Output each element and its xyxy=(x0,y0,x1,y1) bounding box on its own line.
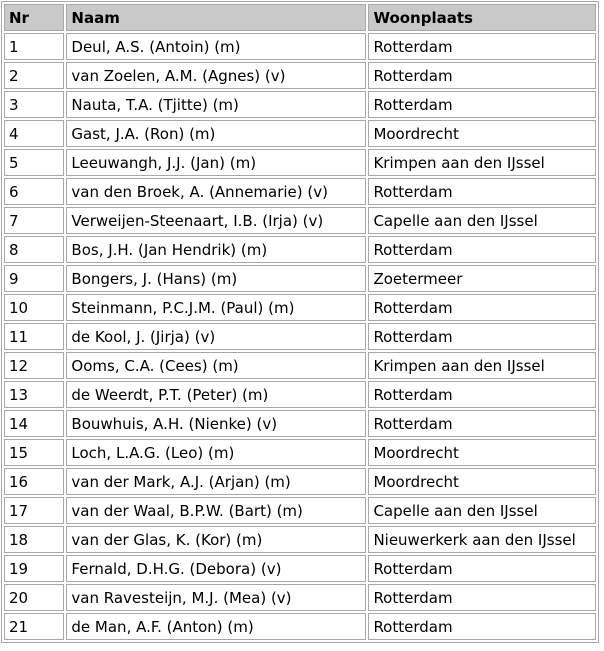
table-row xyxy=(4,62,596,89)
cell-woonplaats: Rotterdam xyxy=(368,555,596,582)
cell-nr: 19 xyxy=(4,555,64,582)
cell-woonplaats: Rotterdam xyxy=(368,178,596,205)
cell-nr: 8 xyxy=(4,236,64,263)
cell-nr: 17 xyxy=(4,497,64,524)
cell-woonplaats: Rotterdam xyxy=(368,323,596,350)
cell-nr: 5 xyxy=(4,149,64,176)
cell-woonplaats: Rotterdam xyxy=(368,584,596,611)
table-row xyxy=(4,91,596,118)
cell-nr: 21 xyxy=(4,613,64,640)
cell-naam: van der Mark, A.J. (Arjan) (m) xyxy=(66,468,366,495)
cell-nr: 16 xyxy=(4,468,64,495)
cell-naam: de Man, A.F. (Anton) (m) xyxy=(66,613,366,640)
cell-nr: 7 xyxy=(4,207,64,234)
table-row xyxy=(4,526,596,553)
table-row xyxy=(4,178,596,205)
cell-woonplaats: Zoetermeer xyxy=(368,265,596,292)
cell-nr: 2 xyxy=(4,62,64,89)
cell-naam: van Zoelen, A.M. (Agnes) (v) xyxy=(66,62,366,89)
table-row xyxy=(4,149,596,176)
header-woonplaats: Woonplaats xyxy=(368,4,596,31)
cell-naam: Bongers, J. (Hans) (m) xyxy=(66,265,366,292)
cell-naam: Ooms, C.A. (Cees) (m) xyxy=(66,352,366,379)
cell-woonplaats: Rotterdam xyxy=(368,236,596,263)
header-row xyxy=(4,4,596,31)
cell-woonplaats: Rotterdam xyxy=(368,613,596,640)
table-row xyxy=(4,33,596,60)
cell-naam: Gast, J.A. (Ron) (m) xyxy=(66,120,366,147)
cell-woonplaats: Rotterdam xyxy=(368,33,596,60)
cell-woonplaats: Moordrecht xyxy=(368,120,596,147)
cell-nr: 6 xyxy=(4,178,64,205)
cell-woonplaats: Rotterdam xyxy=(368,381,596,408)
cell-nr: 20 xyxy=(4,584,64,611)
table-row xyxy=(4,468,596,495)
header-nr: Nr xyxy=(4,4,64,31)
table-row xyxy=(4,294,596,321)
cell-naam: Nauta, T.A. (Tjitte) (m) xyxy=(66,91,366,118)
table-row xyxy=(4,439,596,466)
cell-naam: Loch, L.A.G. (Leo) (m) xyxy=(66,439,366,466)
table-row xyxy=(4,236,596,263)
table-row xyxy=(4,207,596,234)
table-row xyxy=(4,584,596,611)
cell-woonplaats: Rotterdam xyxy=(368,294,596,321)
cell-naam: Verweijen-Steenaart, I.B. (Irja) (v) xyxy=(66,207,366,234)
table-row xyxy=(4,613,596,640)
table-body xyxy=(4,33,596,640)
cell-nr: 13 xyxy=(4,381,64,408)
cell-nr: 18 xyxy=(4,526,64,553)
cell-naam: Bouwhuis, A.H. (Nienke) (v) xyxy=(66,410,366,437)
cell-woonplaats: Krimpen aan den IJssel xyxy=(368,352,596,379)
cell-nr: 11 xyxy=(4,323,64,350)
table-row xyxy=(4,352,596,379)
cell-naam: Bos, J.H. (Jan Hendrik) (m) xyxy=(66,236,366,263)
table-row xyxy=(4,410,596,437)
cell-nr: 3 xyxy=(4,91,64,118)
header-naam: Naam xyxy=(66,4,366,31)
cell-woonplaats: Rotterdam xyxy=(368,91,596,118)
cell-nr: 12 xyxy=(4,352,64,379)
cell-naam: van der Waal, B.P.W. (Bart) (m) xyxy=(66,497,366,524)
cell-nr: 1 xyxy=(4,33,64,60)
table-row xyxy=(4,381,596,408)
table-row xyxy=(4,555,596,582)
cell-naam: Leeuwangh, J.J. (Jan) (m) xyxy=(66,149,366,176)
cell-naam: Steinmann, P.C.J.M. (Paul) (m) xyxy=(66,294,366,321)
cell-nr: 4 xyxy=(4,120,64,147)
cell-naam: Fernald, D.H.G. (Debora) (v) xyxy=(66,555,366,582)
cell-naam: Deul, A.S. (Antoin) (m) xyxy=(66,33,366,60)
cell-woonplaats: Krimpen aan den IJssel xyxy=(368,149,596,176)
cell-naam: van Ravesteijn, M.J. (Mea) (v) xyxy=(66,584,366,611)
cell-woonplaats: Nieuwerkerk aan den IJssel xyxy=(368,526,596,553)
table-row xyxy=(4,265,596,292)
cell-naam: de Kool, J. (Jirja) (v) xyxy=(66,323,366,350)
table-row xyxy=(4,120,596,147)
cell-woonplaats: Rotterdam xyxy=(368,410,596,437)
cell-naam: van den Broek, A. (Annemarie) (v) xyxy=(66,178,366,205)
candidate-table xyxy=(1,1,599,643)
cell-naam: de Weerdt, P.T. (Peter) (m) xyxy=(66,381,366,408)
cell-woonplaats: Moordrecht xyxy=(368,439,596,466)
table-row xyxy=(4,323,596,350)
cell-nr: 10 xyxy=(4,294,64,321)
cell-nr: 9 xyxy=(4,265,64,292)
cell-nr: 14 xyxy=(4,410,64,437)
cell-woonplaats: Rotterdam xyxy=(368,62,596,89)
cell-woonplaats: Capelle aan den IJssel xyxy=(368,207,596,234)
table-row xyxy=(4,497,596,524)
cell-woonplaats: Capelle aan den IJssel xyxy=(368,497,596,524)
cell-woonplaats: Moordrecht xyxy=(368,468,596,495)
cell-naam: van der Glas, K. (Kor) (m) xyxy=(66,526,366,553)
cell-nr: 15 xyxy=(4,439,64,466)
